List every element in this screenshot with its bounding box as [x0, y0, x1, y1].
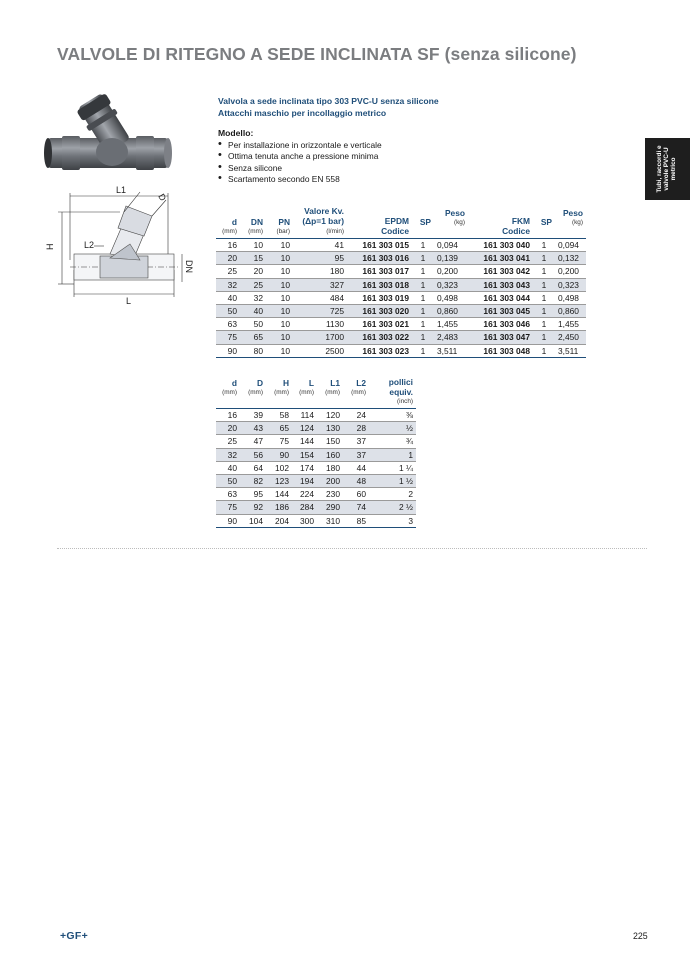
- product-description: [218, 96, 518, 185]
- table-cell: 40: [240, 304, 266, 317]
- section-tab[interactable]: [645, 138, 690, 200]
- table-cell: 2,450: [555, 331, 586, 344]
- table-cell: 2: [369, 488, 416, 501]
- table-cell: 0,139: [434, 252, 468, 265]
- header-d: d (mm): [222, 217, 237, 235]
- table-cell: 161 303 019: [347, 291, 412, 304]
- header-peso-fkm: Peso (kg): [562, 208, 583, 226]
- table-cell: 32: [216, 278, 240, 291]
- table-cell: 1 ¼: [369, 461, 416, 474]
- table-cell: 44: [343, 461, 369, 474]
- table-cell: 10: [266, 291, 293, 304]
- table-cell: 123: [266, 474, 292, 487]
- table-row: [216, 435, 416, 448]
- table-cell: 37: [343, 435, 369, 448]
- table-cell: 161 303 046: [468, 318, 533, 331]
- table-cell: 284: [292, 501, 317, 514]
- feature-list: [218, 140, 518, 185]
- table-cell: 484: [293, 291, 347, 304]
- header-L: L (mm): [299, 378, 314, 396]
- table-cell: 40: [216, 461, 240, 474]
- table-cell: 47: [240, 435, 266, 448]
- table-cell: 10: [266, 331, 293, 344]
- table-cell: 10: [266, 239, 293, 252]
- label-DN: DN: [184, 260, 194, 273]
- table-cell: 0,200: [555, 265, 586, 278]
- table-cell: ¾: [369, 435, 416, 448]
- table-cell: 161 303 015: [347, 239, 412, 252]
- table-cell: 24: [343, 409, 369, 422]
- table-cell: 161 303 021: [347, 318, 412, 331]
- table-cell: 1130: [293, 318, 347, 331]
- table-cell: 194: [292, 474, 317, 487]
- table-cell: 16: [216, 409, 240, 422]
- header-H: H (mm): [274, 378, 289, 396]
- table-cell: 90: [266, 448, 292, 461]
- table-cell: 180: [293, 265, 347, 278]
- description-line-1: Valvola a sede inclinata tipo 303 PVC-U senza silicone: [218, 96, 439, 106]
- table-cell: 0,498: [434, 291, 468, 304]
- table-cell: 161 303 045: [468, 304, 533, 317]
- table-cell: 1: [533, 265, 555, 278]
- table-cell: 20: [216, 422, 240, 435]
- label-D: D: [156, 192, 169, 203]
- section-divider: [57, 548, 647, 549]
- label-H: H: [45, 243, 55, 250]
- table-cell: 41: [293, 239, 347, 252]
- table-cell: 10: [266, 304, 293, 317]
- table-cell: 0,860: [555, 304, 586, 317]
- table-cell: 0,094: [555, 239, 586, 252]
- table-cell: 82: [240, 474, 266, 487]
- header-epdm: EPDM Codice: [381, 216, 409, 236]
- table-cell: 154: [292, 448, 317, 461]
- feature-item: • Per installazione in orizzontale e verticale: [218, 140, 518, 151]
- table-cell: 25: [216, 435, 240, 448]
- table-row: [216, 239, 586, 252]
- table-cell: 161 303 042: [468, 265, 533, 278]
- table-cell: 74: [343, 501, 369, 514]
- header-pn: PN (bar): [276, 217, 290, 235]
- table-cell: 161 303 018: [347, 278, 412, 291]
- table-cell: 15: [240, 252, 266, 265]
- table-row: [216, 448, 416, 461]
- table-cell: 144: [266, 488, 292, 501]
- table-cell: 0,860: [434, 304, 468, 317]
- table-cell: 1: [533, 252, 555, 265]
- table-cell: 120: [317, 409, 343, 422]
- table-cell: 224: [292, 488, 317, 501]
- table-cell: 10: [240, 239, 266, 252]
- section-tab-label: Tubi, raccordi e valvole PVC-U metrico: [656, 145, 678, 193]
- table-cell: 75: [266, 435, 292, 448]
- table-cell: 50: [216, 304, 240, 317]
- table-row: [216, 474, 416, 487]
- table-cell: 1: [412, 252, 434, 265]
- table-cell: 60: [343, 488, 369, 501]
- table-cell: 1: [412, 291, 434, 304]
- table-cell: 90: [216, 514, 240, 527]
- table-cell: 161 303 020: [347, 304, 412, 317]
- table-cell: 58: [266, 409, 292, 422]
- table-cell: 48: [343, 474, 369, 487]
- table-cell: 161 303 043: [468, 278, 533, 291]
- table-cell: 1: [412, 278, 434, 291]
- table-cell: 64: [240, 461, 266, 474]
- table-cell: 1: [533, 331, 555, 344]
- table-cell: 3: [369, 514, 416, 527]
- table-row: [216, 304, 586, 317]
- table-cell: 1: [412, 318, 434, 331]
- table-cell: 1700: [293, 331, 347, 344]
- table-cell: 10: [266, 344, 293, 357]
- table-cell: 161 303 047: [468, 331, 533, 344]
- table-cell: 204: [266, 514, 292, 527]
- table-cell: 20: [240, 265, 266, 278]
- table-row: [216, 331, 586, 344]
- table-cell: 230: [317, 488, 343, 501]
- table-cell: 85: [343, 514, 369, 527]
- table-cell: 92: [240, 501, 266, 514]
- page-title: VALVOLE DI RITEGNO A SEDE INCLINATA SF (senza silicone): [57, 44, 577, 64]
- table-cell: 10: [266, 252, 293, 265]
- table-cell: 0,200: [434, 265, 468, 278]
- table-cell: 144: [292, 435, 317, 448]
- header-dn: DN (mm): [248, 217, 263, 235]
- header-sp-epdm: SP: [419, 217, 431, 227]
- table-cell: 180: [317, 461, 343, 474]
- table-cell: 10: [266, 265, 293, 278]
- header-L1: L1 (mm): [325, 378, 340, 396]
- table-cell: 1: [533, 291, 555, 304]
- table-cell: 327: [293, 278, 347, 291]
- table-row: [216, 514, 416, 527]
- table-cell: 0,323: [555, 278, 586, 291]
- table-row: [216, 344, 586, 357]
- table-cell: 104: [240, 514, 266, 527]
- table-cell: 63: [216, 318, 240, 331]
- table-cell: ⅜: [369, 409, 416, 422]
- table-cell: 43: [240, 422, 266, 435]
- table-row: [216, 501, 416, 514]
- table-cell: 37: [343, 448, 369, 461]
- table-cell: 90: [216, 344, 240, 357]
- table-row: [216, 252, 586, 265]
- table-cell: 161 303 044: [468, 291, 533, 304]
- table-cell: 161 303 023: [347, 344, 412, 357]
- table-cell: 75: [216, 331, 240, 344]
- valve-photo: [40, 86, 210, 186]
- table-row: [216, 422, 416, 435]
- table-cell: 161 303 040: [468, 239, 533, 252]
- table-cell: 174: [292, 461, 317, 474]
- table-cell: 95: [240, 488, 266, 501]
- table-cell: 114: [292, 409, 317, 422]
- table-cell: 1 ½: [369, 474, 416, 487]
- table-cell: 1: [533, 278, 555, 291]
- table-cell: 161 303 016: [347, 252, 412, 265]
- table-cell: 150: [317, 435, 343, 448]
- table-cell: 32: [216, 448, 240, 461]
- table-cell: 1,455: [434, 318, 468, 331]
- table-cell: 1: [533, 239, 555, 252]
- table-cell: 1,455: [555, 318, 586, 331]
- table-cell: 161 303 017: [347, 265, 412, 278]
- header-D: D (mm): [248, 378, 263, 396]
- table-cell: 161 303 041: [468, 252, 533, 265]
- table-cell: 20: [216, 252, 240, 265]
- header-d: d (mm): [222, 378, 237, 396]
- valve-codes-table: [216, 206, 586, 358]
- table-cell: 1: [533, 304, 555, 317]
- table-cell: 1: [412, 304, 434, 317]
- table-cell: 10: [266, 318, 293, 331]
- table-cell: 290: [317, 501, 343, 514]
- label-L: L: [126, 296, 132, 306]
- table-cell: 1: [412, 265, 434, 278]
- table-cell: 3,511: [434, 344, 468, 357]
- table-cell: 32: [240, 291, 266, 304]
- feature-item: • Ottima tenuta anche a pressione minima: [218, 151, 518, 162]
- table-cell: 161 303 048: [468, 344, 533, 357]
- table-cell: 25: [240, 278, 266, 291]
- table-cell: 1: [412, 239, 434, 252]
- dimensions-table: [216, 377, 416, 528]
- table-row: [216, 318, 586, 331]
- table-cell: 50: [216, 474, 240, 487]
- table-cell: 186: [266, 501, 292, 514]
- table-cell: 2,483: [434, 331, 468, 344]
- table-cell: 1: [369, 448, 416, 461]
- table-cell: 102: [266, 461, 292, 474]
- table-row: [216, 265, 586, 278]
- table-cell: 725: [293, 304, 347, 317]
- table-cell: 40: [216, 291, 240, 304]
- feature-item: • Scartamento secondo EN 558: [218, 174, 518, 185]
- table-cell: 0,094: [434, 239, 468, 252]
- table-cell: 124: [292, 422, 317, 435]
- table-cell: 1: [412, 331, 434, 344]
- table-cell: 63: [216, 488, 240, 501]
- table-cell: 160: [317, 448, 343, 461]
- table-row: [216, 461, 416, 474]
- header-pollici: pollici equiv. (inch): [388, 377, 413, 405]
- gf-logo: +GF+: [60, 930, 89, 942]
- table-row: [216, 409, 416, 422]
- table-cell: 130: [317, 422, 343, 435]
- table-cell: 0,323: [434, 278, 468, 291]
- header-fkm: FKM Codice: [502, 216, 530, 236]
- table-cell: 95: [293, 252, 347, 265]
- table-cell: 10: [266, 278, 293, 291]
- table-cell: 80: [240, 344, 266, 357]
- table-cell: 300: [292, 514, 317, 527]
- header-sp-fkm: SP: [540, 217, 552, 227]
- table-cell: 1: [412, 344, 434, 357]
- description-line-2: Attacchi maschio per incollaggio metrico: [218, 107, 387, 118]
- table-cell: 65: [266, 422, 292, 435]
- table-cell: 16: [216, 239, 240, 252]
- table-row: [216, 291, 586, 304]
- technical-drawing: [40, 184, 210, 314]
- table-cell: 1: [533, 318, 555, 331]
- table-row: [216, 278, 586, 291]
- table-cell: 75: [216, 501, 240, 514]
- table-cell: 200: [317, 474, 343, 487]
- header-L2: L2 (mm): [351, 378, 366, 396]
- table-cell: 56: [240, 448, 266, 461]
- header-kv: Valore Kv. (Δp=1 bar) (l/min): [302, 206, 344, 235]
- table-cell: 0,498: [555, 291, 586, 304]
- table-cell: 28: [343, 422, 369, 435]
- table-cell: 25: [216, 265, 240, 278]
- table-cell: 0,132: [555, 252, 586, 265]
- table-cell: 2500: [293, 344, 347, 357]
- feature-item: • Senza silicone: [218, 163, 518, 174]
- table-cell: 1: [533, 344, 555, 357]
- label-L2: L2: [84, 240, 95, 250]
- table-cell: 2 ½: [369, 501, 416, 514]
- table-cell: 161 303 022: [347, 331, 412, 344]
- table-cell: 65: [240, 331, 266, 344]
- table-cell: 39: [240, 409, 266, 422]
- table-row: [216, 488, 416, 501]
- table-cell: 310: [317, 514, 343, 527]
- table-cell: 3,511: [555, 344, 586, 357]
- table-cell: ½: [369, 422, 416, 435]
- page-number: 225: [633, 931, 648, 941]
- label-L1: L1: [116, 185, 127, 195]
- model-heading: Modello:: [218, 128, 254, 138]
- table-cell: 50: [240, 318, 266, 331]
- header-peso-epdm: Peso (kg): [444, 208, 465, 226]
